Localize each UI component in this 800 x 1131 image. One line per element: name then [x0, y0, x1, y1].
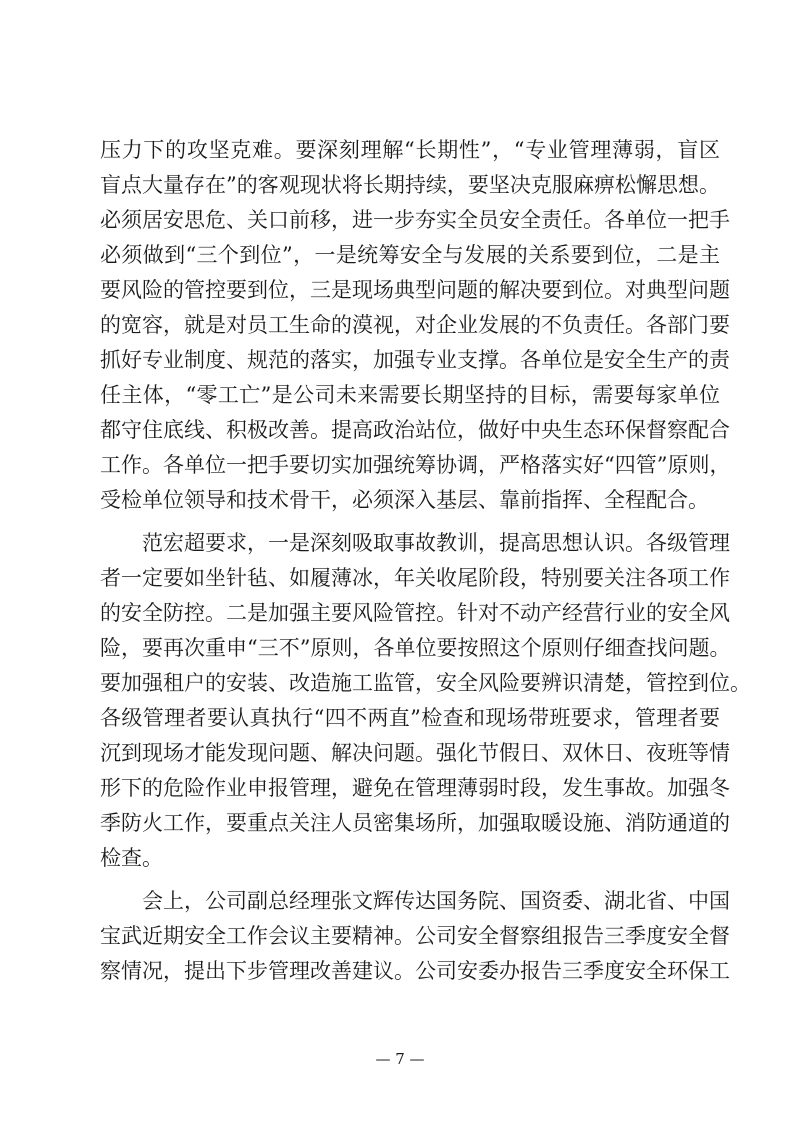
text-line: 险，要再次重申“三不”原则，各单位要按照这个原则仔细查找问题。 [100, 636, 731, 660]
text-line: 必须居安思危、关口前移，进一步夯实全员安全责任。各单位一把手 [100, 208, 730, 232]
text-line: 的安全防控。二是加强主要风险管控。针对不动产经营行业的安全风 [100, 601, 730, 625]
text-line: 盲点大量存在”的客观现状将长期持续，要坚决克服麻痹松懈思想。 [100, 173, 720, 197]
text-line: 受检单位领导和技术骨干，必须深入基层、靠前指挥、全程配合。 [100, 488, 709, 512]
text-line: 者一定要如坐针毡、如履薄冰，年关收尾阶段，特别要关注各项工作 [100, 566, 730, 590]
text-line: 抓好专业制度、规范的落实，加强专业支撑。各单位是安全生产的责 [100, 348, 730, 372]
text-line: 检查。 [100, 846, 163, 870]
text-line: 宝武近期安全工作会议主要精神。公司安全督察组报告三季度安全督 [100, 924, 730, 948]
text-line: 的宽容，就是对员工生命的漠视，对企业发展的不负责任。各部门要 [100, 313, 730, 337]
text-line: 任主体，“零工亡”是公司未来需要长期坚持的目标，需要每家单位 [100, 383, 720, 407]
text-line: 工作。各单位一把手要切实加强统筹协调，严格落实好“四管”原则， [100, 453, 731, 477]
page-number: — 7 — [375, 1050, 425, 1068]
paragraph [100, 133, 731, 518]
text-line: 沉到现场才能发现问题、解决问题。强化节假日、双休日、夜班等情 [100, 741, 730, 765]
text-line: 要风险的管控要到位，三是现场典型问题的解决要到位。对典型问题 [100, 278, 730, 302]
text-line: 都守住底线、积极改善。提高政治站位，做好中央生态环保督察配合 [100, 418, 730, 442]
paragraph [100, 884, 730, 989]
text-line: 范宏超要求，一是深刻吸取事故教训，提高思想认识。各级管理 [142, 531, 730, 555]
text-line: 季防火工作，要重点关注人员密集场所，加强取暖设施、消防通道的 [100, 811, 730, 835]
text-line: 会上，公司副总经理张文辉传达国务院、国资委、湖北省、中国 [142, 889, 730, 913]
text-line: 察情况，提出下步管理改善建议。公司安委办报告三季度安全环保工 [100, 959, 730, 983]
body-text [100, 133, 751, 989]
text-line: 压力下的攻坚克难。要深刻理解“长期性”，“专业管理薄弱，盲区 [100, 138, 720, 162]
text-line: 形下的危险作业申报管理，避免在管理薄弱时段，发生事故。加强冬 [100, 776, 730, 800]
paragraph [100, 526, 751, 876]
text-line: 要加强租户的安装、改造施工监管，安全风险要辨识清楚，管控到位。 [100, 671, 751, 695]
text-line: 必须做到“三个到位”，一是统筹安全与发展的关系要到位，二是主 [100, 243, 720, 267]
text-line: 各级管理者要认真执行“四不两直”检查和现场带班要求，管理者要 [100, 706, 720, 730]
